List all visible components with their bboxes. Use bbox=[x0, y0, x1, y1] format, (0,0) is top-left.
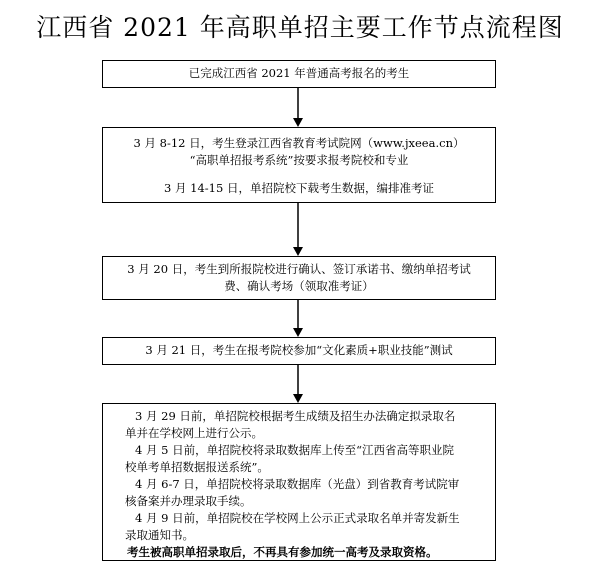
step-2-line-1: 3 月 8-12 日，考生登录江西省教育考试院网（www.jxeea.cn） bbox=[133, 136, 465, 150]
step-4-text: 3 月 21 日，考生在报考院校参加“文化素质+职业技能”测试 bbox=[145, 343, 453, 357]
step-5-notice: 考生被高职单招录取后，不再具有参加统一高考及录取资格。 bbox=[127, 545, 438, 559]
arrow-4-5 bbox=[293, 365, 303, 403]
step-5-line-6: 核备案并办理录取手续。 bbox=[125, 494, 252, 508]
step-5-line-7: 4 月 9 日前，单招院校在学校网上公示正式录取名单并寄发新生 bbox=[135, 511, 460, 525]
step-5-line-5: 4 月 6-7 日，单招院校将录取数据库（光盘）到省教育考试院审 bbox=[135, 477, 460, 491]
arrow-1-2 bbox=[293, 88, 303, 127]
step-1-text: 已完成江西省 2021 年普通高考报名的考生 bbox=[188, 66, 410, 80]
step-3-line-1: 3 月 20 日，考生到所报院校进行确认、签订承诺书、缴纳单招考试 bbox=[127, 262, 471, 276]
step-2-line-2: “高职单招报考系统”按要求报考院校和专业 bbox=[189, 153, 409, 167]
page-title: 江西省 2021 年高职单招主要工作节点流程图 bbox=[36, 13, 564, 42]
step-5-line-2: 单并在学校网上进行公示。 bbox=[125, 426, 263, 440]
arrow-2-3 bbox=[293, 203, 303, 256]
step-5-line-3: 4 月 5 日前，单招院校将录取数据库上传至“江西省高等职业院 bbox=[135, 443, 454, 457]
step-5-line-1: 3 月 29 日前，单招院校根据考生成绩及招生办法确定拟录取名 bbox=[135, 409, 456, 423]
step-2-line-3: 3 月 14-15 日，单招院校下载考生数据，编排准考证 bbox=[164, 181, 434, 195]
arrow-3-4 bbox=[293, 300, 303, 337]
step-3-line-2: 费、确认考场（领取准考证） bbox=[224, 279, 374, 293]
step-5-line-4: 校单考单招数据报送系统”。 bbox=[125, 460, 269, 474]
step-5-line-8: 录取通知书。 bbox=[125, 528, 194, 542]
